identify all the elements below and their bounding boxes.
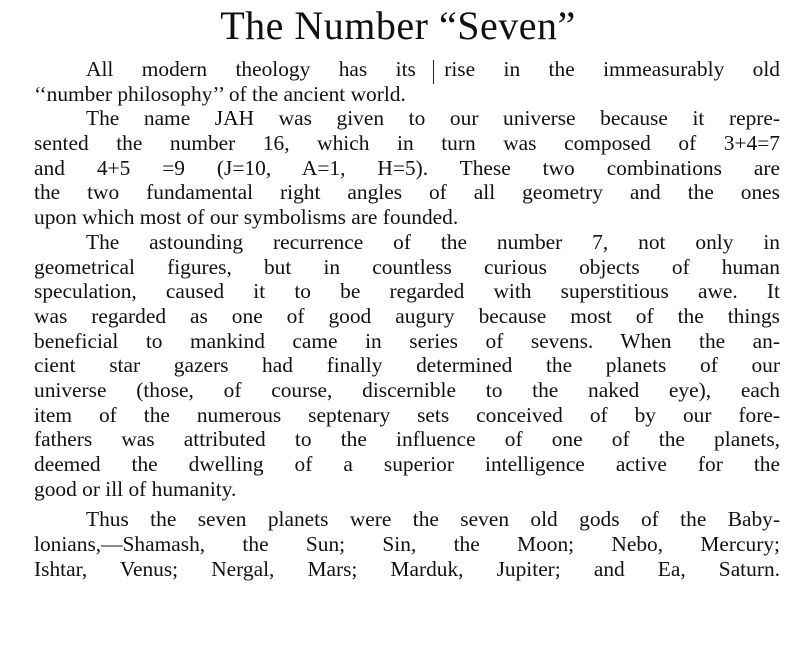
paragraph-line: deemed the dwelling of a superior intelligence active for the xyxy=(34,452,780,476)
paragraph-line: Ishtar, Venus; Nergal, Mars; Marduk, Jupiter; and Ea, Saturn. xyxy=(34,556,780,581)
paragraph-line: The name JAH was given to our universe because it repre- xyxy=(86,106,780,131)
paragraph-line: speculation, caused it to be regarded with superstitious awe. It xyxy=(34,279,780,304)
paragraph-line: sented the number 16, which in turn was composed of 3+4=7 xyxy=(34,131,780,156)
paragraph-3 xyxy=(34,230,780,502)
paragraph-line: lonians,—Shamash, the Sun; Sin, the Moon; Nebo, Mercury; xyxy=(34,532,780,557)
paragraph-line: the two fundamental right angles of all geometry and the ones xyxy=(34,180,780,205)
paragraph-line: fathers was attributed to the influence of one of the planets, xyxy=(34,427,780,452)
paragraph-2 xyxy=(34,106,780,229)
paragraph-line: Thus the seven planets were the seven old gods of the Baby- xyxy=(86,507,780,532)
article-body xyxy=(34,57,780,581)
paragraph-line: cient star gazers had finally determined the planets of our xyxy=(34,353,780,378)
paragraph-4 xyxy=(34,507,780,581)
paragraph-line: was regarded as one of good augury because most of the things xyxy=(34,303,780,328)
paragraph-line: upon which most of our symbolisms are founded. xyxy=(34,205,459,230)
paragraph-line: The astounding recurrence of the number 7, not only in xyxy=(86,229,780,254)
paragraph-line: All modern theology has its rise in the immeasurably old xyxy=(86,57,780,81)
paragraph-line: beneficial to mankind came in series of sevens. When the an- xyxy=(34,328,780,353)
page-title: The Number “Seven” xyxy=(220,3,576,48)
paragraph-line: and 4+5 =9 (J=10, A=1, H=5). These two combinations are xyxy=(34,155,780,180)
paragraph-line: item of the numerous septenary sets conceived of by our fore- xyxy=(34,402,780,427)
paragraph-line: good or ill of humanity. xyxy=(34,476,237,501)
paragraph-line: ‘‘number philosophy’’ of the ancient world. xyxy=(34,81,406,106)
paragraph-line: geometrical figures, but in countless curious objects of human xyxy=(34,254,780,279)
paragraph-line: universe (those, of course, discernible to the naked eye), each xyxy=(34,377,780,402)
paragraph-1 xyxy=(34,57,780,106)
